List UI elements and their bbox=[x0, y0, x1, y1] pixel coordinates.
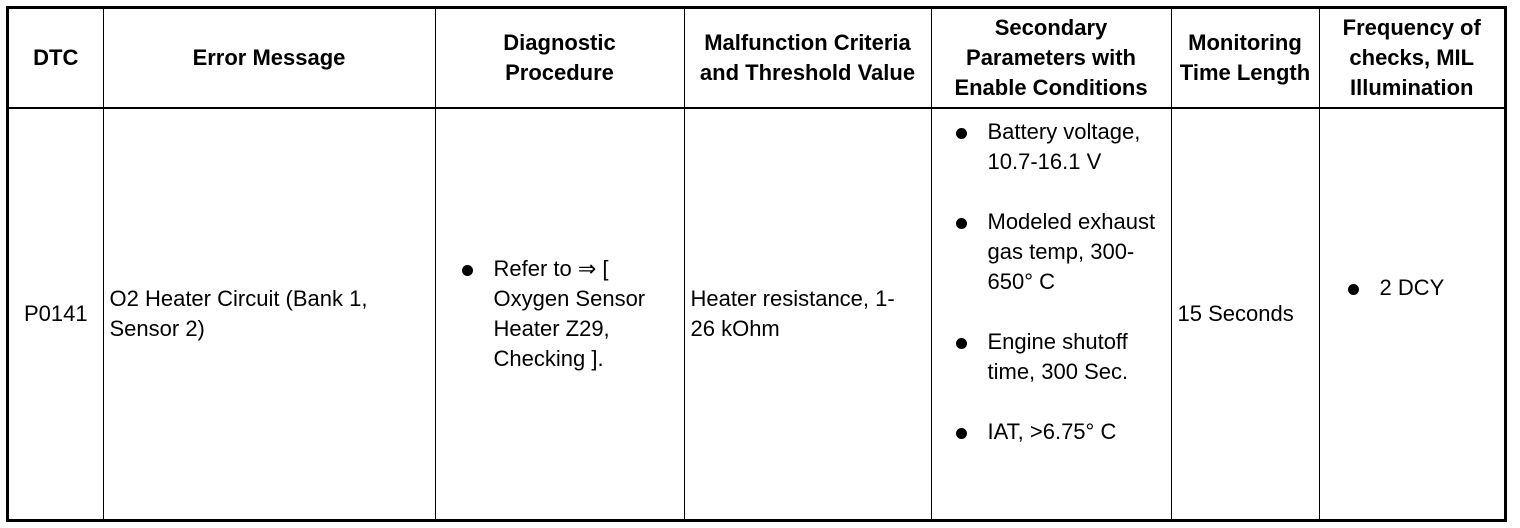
table-header-row bbox=[9, 9, 1504, 108]
malfunction-criteria-text: Heater resistance, 1-26 kOhm bbox=[690, 286, 895, 341]
error-message-text: O2 Heater Circuit (Bank 1, Sensor 2) bbox=[109, 286, 368, 341]
frequency-item bbox=[1328, 273, 1505, 303]
header-monitoring-time-text: Monitoring Time Length bbox=[1179, 30, 1311, 85]
parameter-item bbox=[938, 117, 1167, 177]
table-row bbox=[9, 108, 1504, 519]
cell-secondary-parameters bbox=[931, 108, 1171, 519]
cell-monitoring-time: 15 Seconds bbox=[1171, 108, 1319, 519]
frequency-list bbox=[1328, 273, 1505, 303]
bullet-icon bbox=[956, 218, 967, 229]
cell-diagnostic-procedure bbox=[435, 108, 684, 519]
header-malfunction-criteria bbox=[684, 9, 931, 108]
header-dtc: DTC bbox=[9, 9, 103, 108]
header-frequency-text: Frequency of checks, MIL Illumination bbox=[1342, 15, 1481, 100]
dtc-table-frame bbox=[6, 6, 1507, 522]
procedure-item bbox=[444, 254, 680, 374]
cell-malfunction-criteria bbox=[684, 108, 931, 519]
bullet-icon bbox=[462, 265, 473, 276]
bullet-icon bbox=[956, 428, 967, 439]
header-malfunction-criteria-text: Malfunction Criteria and Threshold Value bbox=[699, 30, 916, 85]
header-frequency bbox=[1319, 9, 1504, 108]
parameter-text: Battery voltage, 10.7-16.1 V bbox=[987, 119, 1141, 174]
procedure-text: Refer to ⇒ [ Oxygen Sensor Heater Z29, Checking ]. bbox=[493, 256, 646, 371]
parameter-text: Engine shutoff time, 300 Sec. bbox=[987, 329, 1129, 384]
cell-error-message bbox=[103, 108, 435, 519]
frequency-text: 2 DCY bbox=[1379, 275, 1445, 300]
cell-dtc: P0141 bbox=[9, 108, 103, 519]
header-diagnostic-procedure-text: Diagnostic Procedure bbox=[503, 30, 616, 85]
bullet-icon bbox=[956, 338, 967, 349]
bullet-icon bbox=[956, 128, 967, 139]
procedure-list bbox=[444, 254, 680, 374]
parameter-item bbox=[938, 207, 1167, 297]
bullet-icon bbox=[1348, 284, 1359, 295]
parameter-item bbox=[938, 417, 1167, 447]
header-diagnostic-procedure bbox=[435, 9, 684, 108]
dtc-table bbox=[9, 9, 1504, 519]
cell-frequency bbox=[1319, 108, 1504, 519]
parameter-item bbox=[938, 327, 1167, 387]
header-secondary-parameters-text: Secondary Parameters with Enable Conditions bbox=[954, 15, 1148, 100]
secondary-parameters-list bbox=[938, 117, 1167, 447]
header-secondary-parameters bbox=[931, 9, 1171, 108]
header-error-message: Error Message bbox=[103, 9, 435, 108]
header-monitoring-time bbox=[1171, 9, 1319, 108]
parameter-text: Modeled exhaust gas temp, 300-650° C bbox=[987, 209, 1156, 294]
parameter-text: IAT, >6.75° C bbox=[987, 419, 1117, 444]
